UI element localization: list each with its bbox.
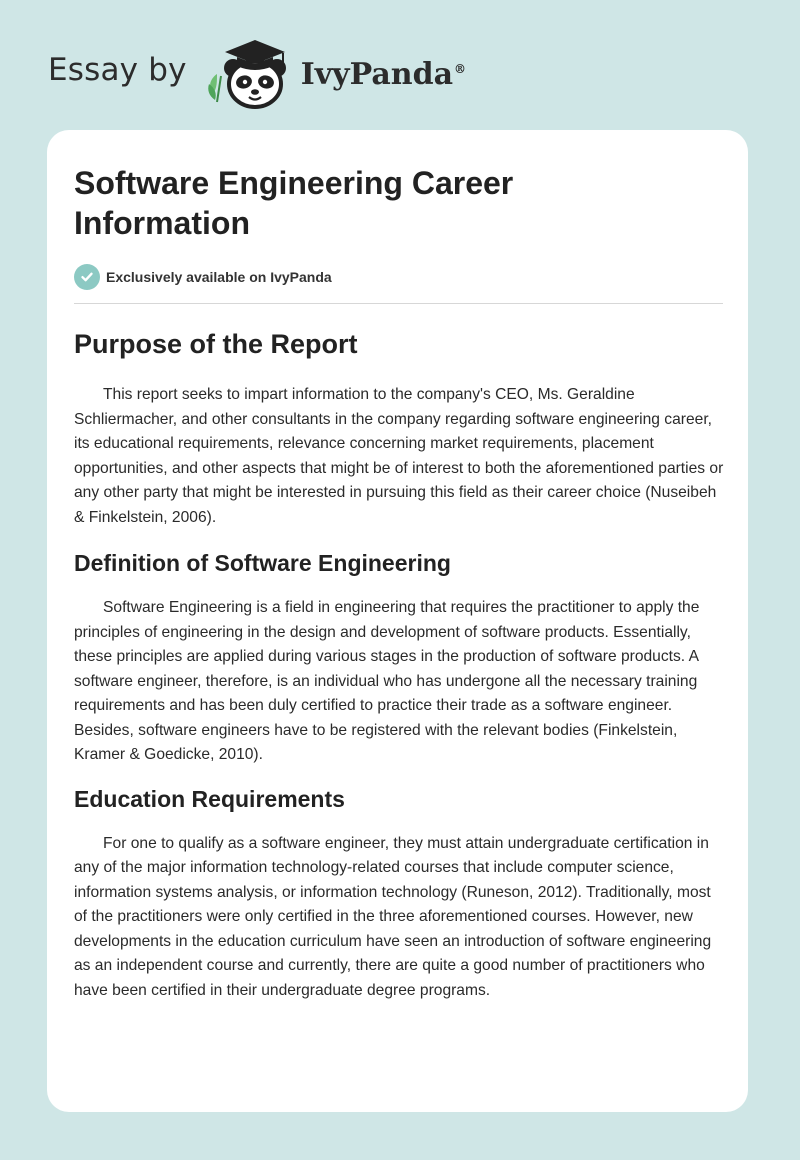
exclusive-label: Exclusively available on IvyPanda (106, 269, 332, 285)
divider (74, 303, 723, 304)
brand-prefix: Essay by (48, 52, 187, 88)
check-circle-icon (74, 264, 100, 290)
section-heading-definition: Definition of Software Engineering (74, 550, 451, 576)
section-heading-education: Education Requirements (74, 785, 345, 812)
article-body (74, 328, 724, 1003)
section-heading-purpose: Purpose of the Report (74, 329, 358, 359)
brand-header (48, 30, 466, 110)
page-title: Software Engineering Career Information (74, 165, 514, 241)
section-paragraph-purpose: This report seeks to impart information to the company's CEO, Ms. Geraldine Schliermacher, and other consultants in the company regarding software engineering career, its educational requirements, relevance concerning market requirements, placement opportunities, and other aspects that might be of interest to both the aforementioned parties or any other party that might be interested in pursuing this field as their career choice (Nuseibeh & Finkelstein, 2006). (74, 386, 724, 526)
brand-name[interactable]: IvyPanda® (300, 56, 467, 92)
panda-graduate-icon[interactable] (205, 30, 297, 110)
section-paragraph-definition: Software Engineering is a field in engineering that requires the practitioner to apply the principles of engineering in the design and development of software products. Essentially, these principles are applied during various stages in the production of software products. A software engineer, therefore, is an individual who has undergone all the necessary training requirements and has been duly certified to practice their trade as a software engineer. Besides, software engineers have to be registered with the relevant bodies (Finkelstein, Kramer & Goedicke, 2010). (74, 599, 700, 763)
registered-mark: ® (454, 61, 467, 76)
section-paragraph-education: For one to qualify as a software engineer, they must attain undergraduate certification in any of the major information technology-related courses that include computer science, information systems analysis, or information technology (Runeson, 2012). Traditionally, most of the practitioners were only certified in the three aforementioned courses. However, new developments in the education curriculum have seen an introduction of software engineering as an independent course and currently, there are quite a good number of practitioners who have been certified in their undergraduate degree programs. (74, 834, 712, 999)
article-card (47, 130, 748, 1112)
exclusive-badge (74, 264, 332, 290)
